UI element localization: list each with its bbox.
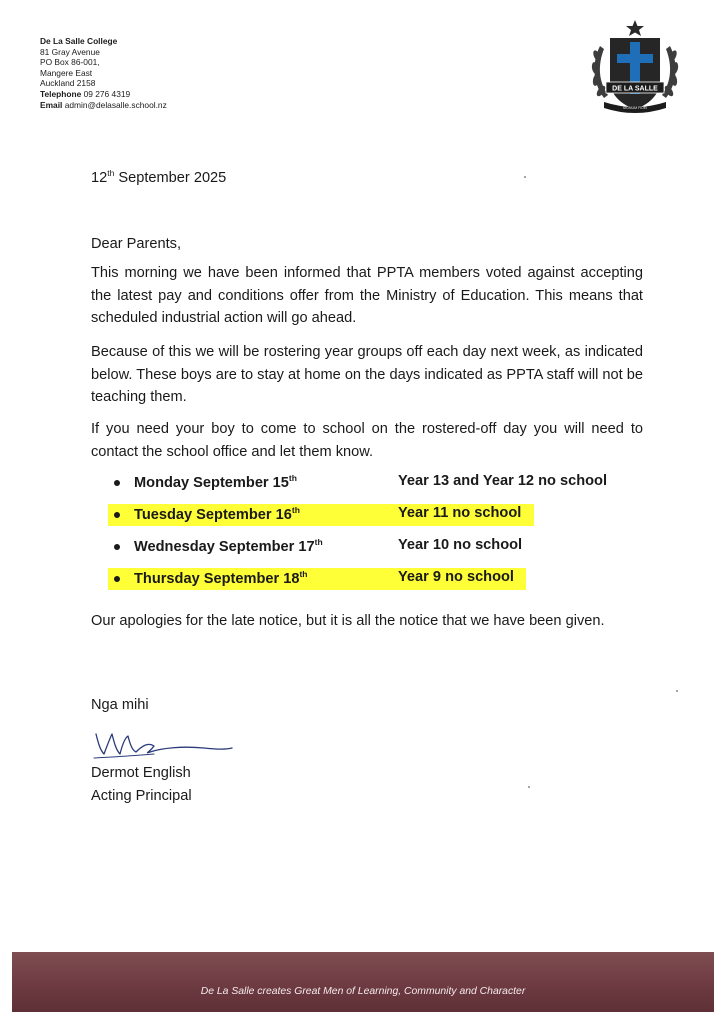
email-label: Email bbox=[40, 99, 63, 110]
cross-shield-crest-icon bbox=[586, 18, 684, 118]
address-street: 81 Gray Avenue bbox=[40, 46, 100, 57]
closing-greeting: Nga mihi bbox=[91, 697, 149, 713]
footer-band bbox=[12, 952, 714, 1012]
bullet-icon bbox=[114, 576, 120, 582]
paragraph-roster-explanation: Because of this we will be rostering year groups off each day next week, as indicated below. These boys are to stay at home on the days indicated as PPTA staff will not be teaching them. bbox=[91, 344, 643, 405]
letter-date bbox=[91, 168, 226, 186]
salutation: Dear Parents, bbox=[91, 236, 182, 252]
telephone-row bbox=[40, 89, 167, 100]
email-value: admin@delasalle.school.nz bbox=[64, 99, 167, 110]
school-name: De La Salle College bbox=[40, 36, 118, 46]
logo-motto-text: SIGNUM FIDEI bbox=[622, 106, 648, 110]
email-row bbox=[40, 100, 167, 111]
roster-note: Year 13 and Year 12 no school bbox=[398, 473, 608, 489]
telephone-value: 09 276 4319 bbox=[83, 88, 131, 99]
list-item bbox=[108, 536, 648, 568]
paragraph-vote-result: This morning we have been informed that PPTA members voted against accepting the latest pay and conditions offer from the Ministry of Education. This means that scheduled industrial action will go ahead. bbox=[91, 265, 643, 326]
roster-day: Wednesday September 17th bbox=[134, 537, 323, 555]
signature-icon bbox=[92, 724, 234, 766]
bullet-icon bbox=[114, 544, 120, 550]
date-suffix: th bbox=[107, 168, 115, 178]
telephone-label: Telephone bbox=[40, 88, 82, 99]
roster-day: Tuesday September 16th bbox=[134, 505, 300, 523]
list-item bbox=[108, 568, 648, 600]
date-month-year: September 2025 bbox=[114, 170, 227, 186]
footer-tagline: De La Salle creates Great Men of Learning, Community and Character bbox=[200, 986, 526, 997]
list-item bbox=[108, 472, 648, 504]
roster-note: Year 11 no school bbox=[398, 505, 522, 521]
school-address-block bbox=[40, 36, 167, 110]
signer-title: Acting Principal bbox=[91, 787, 192, 804]
signer-name: Dermot English bbox=[91, 765, 191, 781]
address-po-box: PO Box 86-001, bbox=[40, 57, 100, 68]
roster-day: Monday September 15th bbox=[134, 473, 297, 491]
logo-banner-text: DE LA SALLE bbox=[612, 85, 658, 93]
bullet-icon bbox=[114, 480, 120, 486]
roster-note: Year 10 no school bbox=[398, 537, 523, 553]
bullet-icon bbox=[114, 512, 120, 518]
roster-day: Thursday September 18th bbox=[134, 569, 308, 587]
scan-speck bbox=[524, 176, 526, 178]
address-city: Auckland 2158 bbox=[40, 78, 96, 89]
address-suburb: Mangere East bbox=[40, 67, 93, 78]
paragraph-contact-office: If you need your boy to come to school on the rostered-off day you will need to contact the school office and let them know. bbox=[91, 421, 643, 460]
date-day: 12 bbox=[91, 170, 108, 186]
roster-note: Year 9 no school bbox=[398, 569, 514, 585]
signer-block bbox=[91, 762, 192, 807]
paragraph-apology: Our apologies for the late notice, but it is all the notice that we have been given. bbox=[91, 613, 605, 629]
list-item bbox=[108, 504, 648, 536]
scan-speck bbox=[676, 690, 678, 692]
scan-speck bbox=[528, 786, 530, 788]
roster-schedule-list bbox=[108, 472, 648, 600]
